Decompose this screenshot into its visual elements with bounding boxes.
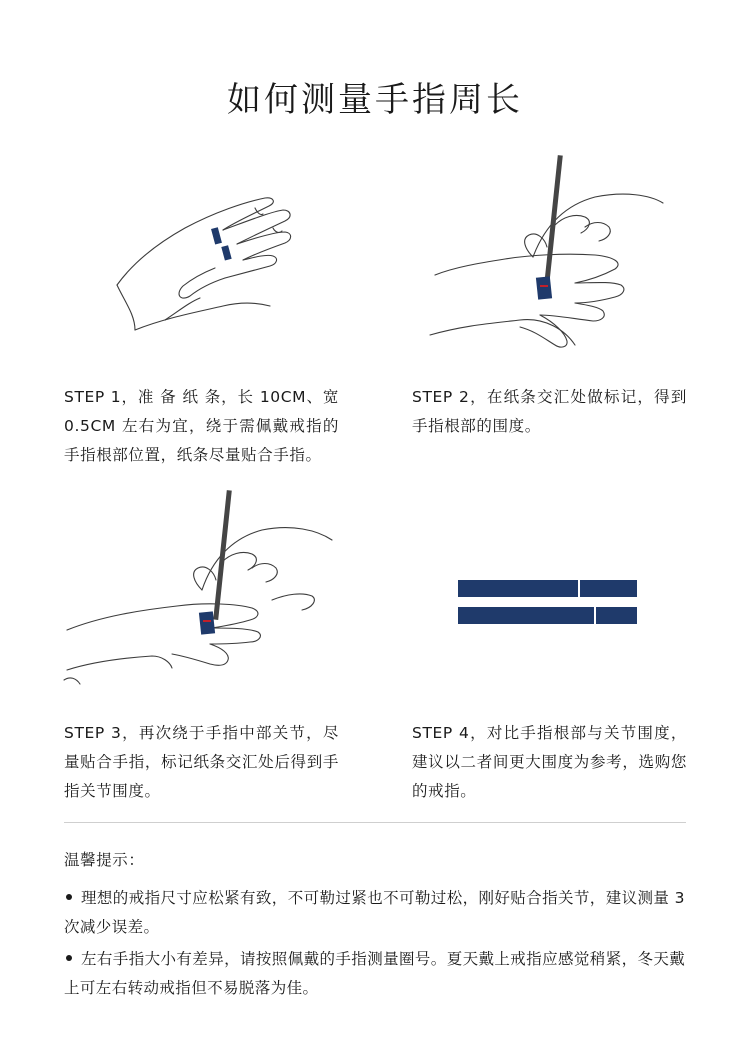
tip-item (64, 884, 688, 942)
step3-caption: STEP 3，再次绕于手指中部关节，尽量贴合手指，标记纸条交汇处后得到手指关节围度。 (64, 724, 339, 800)
step3-hand-marking-illustration (62, 490, 342, 690)
step2-hand-marking-illustration (425, 155, 675, 355)
bullet-icon (66, 894, 72, 900)
step2-caption: STEP 2，在纸条交汇处做标记，得到手指根部的围度。 (412, 388, 687, 435)
page-title: 如何测量手指周长 (227, 80, 523, 120)
step4-caption: STEP 4，对比手指根部与关节围度，建议以二者间更大围度为参考，选购您的戒指。 (412, 724, 687, 800)
tip-text: 左右手指大小有差异，请按照佩戴的手指测量圈号。夏天戴上戒指应感觉稍紧，冬天戴上可左右转动戒指但不易脱落为佳。 (64, 950, 686, 997)
tip-text: 理想的戒指尺寸应松紧有致，不可勒过紧也不可勒过松，刚好贴合指关节，建议测量 3 次减少误差。 (64, 889, 685, 936)
step1-hand-illustration (105, 190, 305, 340)
bullet-icon (66, 955, 72, 961)
step1-caption: STEP 1，准 备 纸 条，长 10CM、宽 0.5CM 左右为宜，绕于需佩戴戒指的手指根部位置，纸条尽量贴合手指。 (64, 388, 339, 464)
tips-heading: 温馨提示： (64, 851, 145, 869)
step4-compare-strips-illustration (458, 580, 638, 625)
tip-item (64, 945, 688, 1003)
section-divider (64, 822, 686, 823)
